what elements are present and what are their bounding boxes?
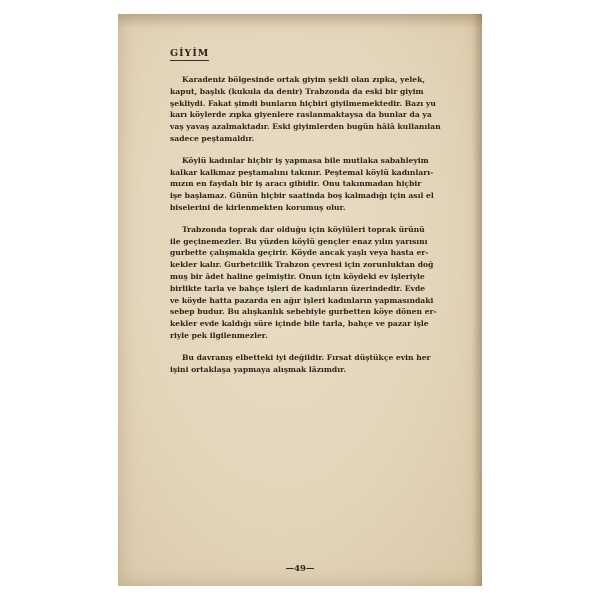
text-line: kekler evde kaldığı süre içinde bile tarla, bahçe ve pazar işle <box>170 319 429 329</box>
text-line: kaput, başlık (kukula da denir) Trabzonda da eski bir giyim <box>170 86 424 96</box>
text-line: biselerini de kirlenmekten korumuş olur. <box>170 202 346 212</box>
text-line: işe başlamaz. Günün hiçbir saatinda boş kalmadığı için asıl el <box>170 191 434 201</box>
paragraph <box>170 224 437 342</box>
text-line: Trabzonda toprak dar olduğu için köylüleri toprak ürünü <box>182 224 425 234</box>
text-line: mızın en faydalı bir iş aracı gibidir. Onu takınmadan hiçbir <box>170 179 422 189</box>
text-line: muş bir âdet haline gelmiştir. Onun için köydeki ev işleriyle <box>170 271 425 281</box>
book-page <box>118 14 482 586</box>
text-line: şekliydi. Fakat şimdi bunların hiçbiri giyilmemektedir. Bazı yu <box>170 98 436 108</box>
paragraph <box>170 74 441 145</box>
text-line: işini ortaklaşa yapmaya alışmak lâzımdır. <box>170 364 347 374</box>
text-line: Bu davranış elbetteki iyi değildir. Fırsat düştükçe evin her <box>182 352 431 362</box>
text-line: Karadeniz bölgesinde ortak giyim şekli olan zıpka, yelek, <box>182 75 426 84</box>
page-number: —49— <box>285 564 315 574</box>
text-line: kekler kalır. Gurbetcilik Trabzon çevresi için zorunluktan doğ <box>170 260 434 270</box>
text-line: Köylü kadınlar hiçbir iş yapmasa bile mutlaka sabahleyim <box>182 155 429 165</box>
text-line: karı köylerde zıpka giyenlere raslanmaktaysa da bunlar da ya <box>170 110 432 120</box>
text-line: riyle pek ilgilenmezler. <box>170 330 268 340</box>
paragraph <box>170 352 432 376</box>
paragraph <box>170 155 432 214</box>
text-line: ile geçinemezler. Bu yüzden köylü gençler enaz yılın yarısını <box>170 236 428 246</box>
page-top-shadow <box>118 14 482 28</box>
text-line: sebep budur. Bu alışkanlık sebebiyle gurbetten köye dönen er- <box>170 307 437 317</box>
text-line: sadece peştamaldır. <box>170 133 255 143</box>
text-line: birlikte tarla ve bahçe işleri de kadınların üzerindedir. Evde <box>170 283 426 293</box>
text-line: kalkar kalkmaz peştamalını takınır. Peştemal köylü kadınları- <box>170 167 434 177</box>
section-heading: GİYİM <box>170 48 210 59</box>
page-body <box>170 74 441 385</box>
page-gutter-shadow <box>472 14 482 586</box>
text-line: vaş yavaş azalmaktadır. Eski giyimlerden bugün hâlâ kullanılan <box>170 122 441 132</box>
text-line: ve köyde hatta pazarda en ağır işleri kadınların yapmasındaki <box>170 295 434 305</box>
text-line: gurbette çalışmakla geçirir. Köyde ancak yaşlı veya hasta er- <box>170 248 429 258</box>
